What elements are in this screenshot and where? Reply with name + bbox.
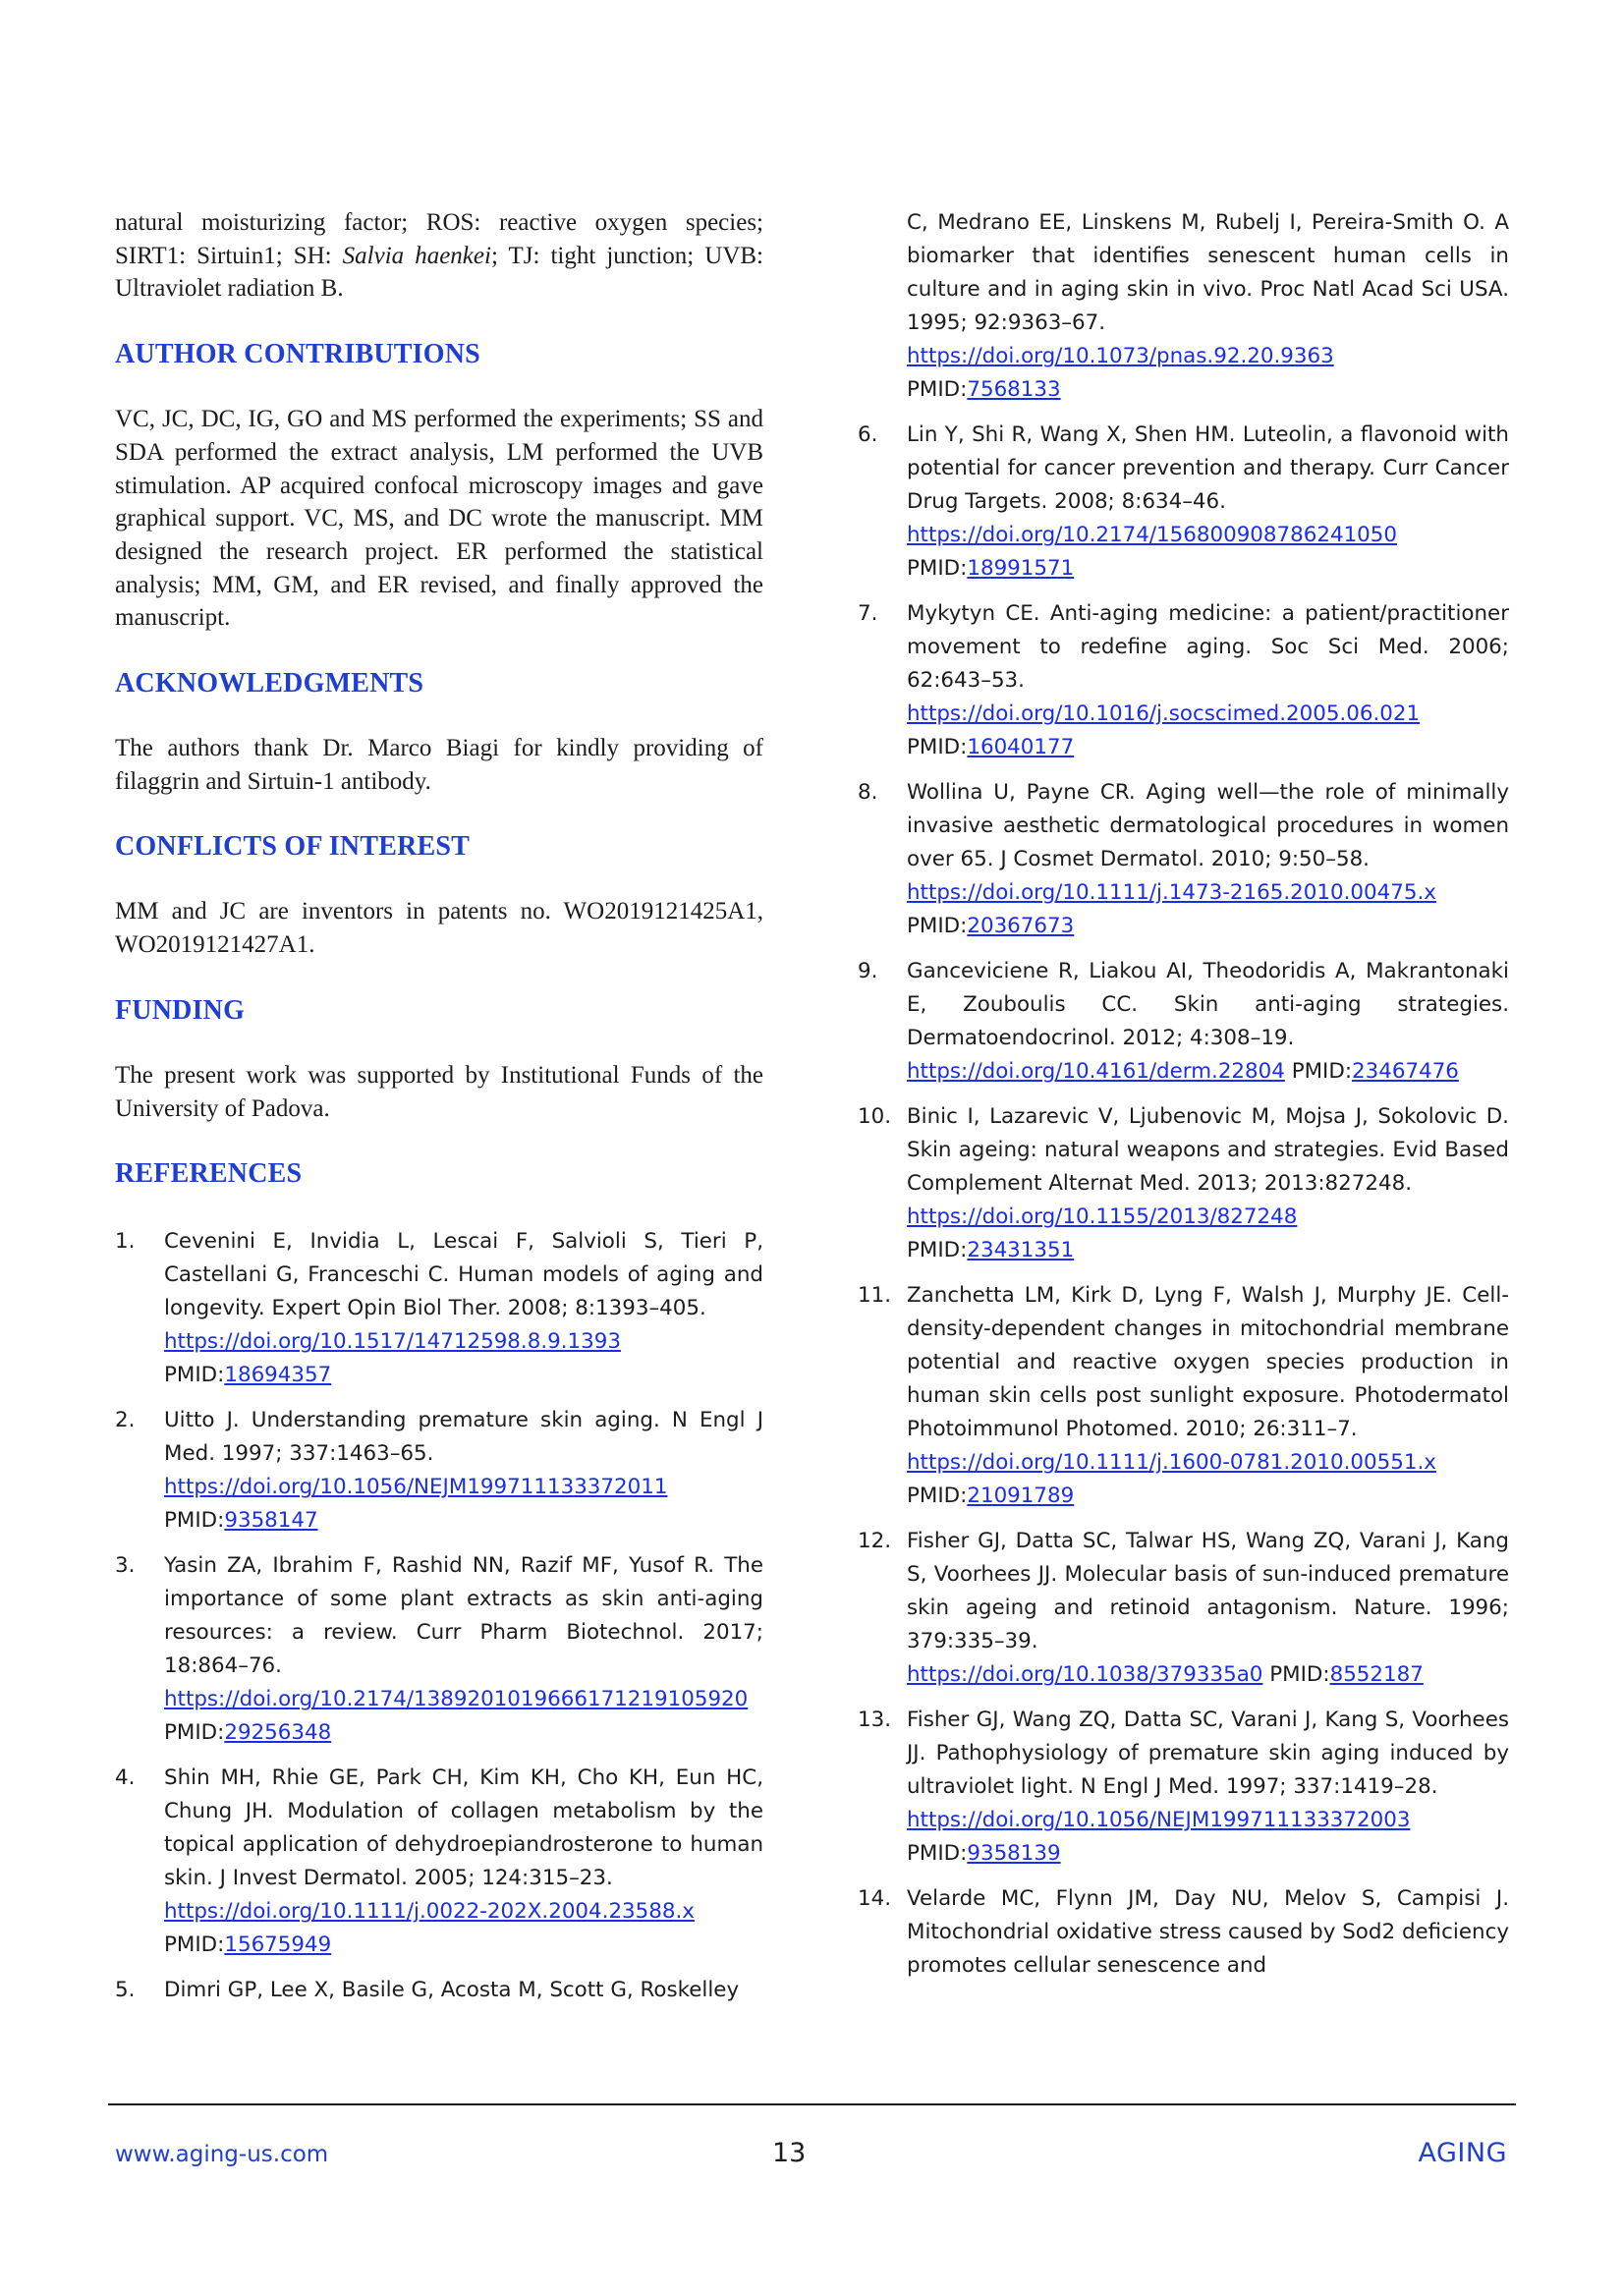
reference-number: 12. — [858, 1529, 892, 1553]
pmid-link[interactable]: 7568133 — [967, 377, 1061, 402]
conflicts-text: MM and JC are inventors in patents no. WO2019121425A1, WO2019121427A1. — [115, 898, 763, 959]
reference-9: 9. Ganceviciene R, Liakou AI, Theodoridis A, Makrantonaki E, Zouboulis CC. Skin anti-aging strategies. Dermatoendocrinol. 2012; 4:308–19. https://doi.org/10.4161/derm.22804 PMID:23467476 — [858, 955, 1509, 1089]
doi-link[interactable]: https://doi.org/10.1056/NEJM199711133372003 — [907, 1808, 1411, 1832]
reference-list-right — [858, 206, 1509, 1983]
doi-link[interactable]: https://doi.org/10.1155/2013/827248 — [907, 1204, 1298, 1229]
reference-citation: Ganceviciene R, Liakou AI, Theodoridis A, Makrantonaki E, Zouboulis CC. Skin anti-aging strategies. Dermatoendocrinol. 2012; 4:308–19. — [907, 959, 1509, 1050]
doi-link[interactable]: https://doi.org/10.1056/NEJM199711133372011 — [164, 1475, 668, 1500]
pmid-link[interactable]: 9358147 — [224, 1508, 318, 1534]
acknowledgments-text: The authors thank Dr. Marco Biagi for kindly providing of filaggrin and Sirtuin-1 antibody. — [115, 735, 763, 795]
reference-number: 7. — [858, 601, 878, 626]
reference-number: 13. — [858, 1708, 892, 1732]
author-contributions-text: VC, JC, DC, IG, GO and MS performed the experiments; SS and SDA performed the extract analysis, LM performed the UVB stimulation. AP acquired confocal microscopy images and gave graphical support. VC, MS, and DC wrote the manuscript. MM designed the research project. ER performed the statistical analysis; MM, GM, and ER revised, and finally approved the manuscript. — [115, 406, 763, 632]
reference-citation: Binic I, Lazarevic V, Ljubenovic M, Mojsa J, Sokolovic D. Skin ageing: natural weapons and strategies. Evid Based Complement Alternat Med. 2013; 2013:827248. — [907, 1104, 1509, 1196]
pmid-link[interactable]: 20367673 — [967, 914, 1075, 938]
pmid-link[interactable]: 18991571 — [967, 556, 1075, 581]
pmid-link[interactable]: 8552187 — [1329, 1662, 1424, 1687]
reference-number: 3. — [115, 1553, 136, 1579]
footer-divider — [108, 2103, 1516, 2105]
reference-14-start — [858, 1882, 1509, 1983]
reference-5-start — [115, 1974, 763, 2007]
doi-link[interactable]: https://doi.org/10.1016/j.socscimed.2005.06.021 — [907, 701, 1421, 726]
pmid-link[interactable]: 29256348 — [224, 1720, 332, 1746]
reference-citation: Cevenini E, Invidia L, Lescai F, Salvioli S, Tieri P, Castellani G, Franceschi C. Human models of aging and longevity. Expert Opin Biol Ther. 2008; 8:1393–405. — [164, 1229, 763, 1321]
reference-6: 6. Lin Y, Shi R, Wang X, Shen HM. Luteolin, a flavonoid with potential for cancer prevention and therapy. Curr Cancer Drug Targets. 2008; 8:634–46. https://doi.org/10.2174/156800908786241050 PMID:18991571 — [858, 419, 1509, 586]
conflicts-heading: CONFLICTS OF INTEREST — [115, 831, 471, 863]
pmid-link[interactable]: 18694357 — [224, 1363, 332, 1388]
journal-name: AGING — [1418, 2138, 1507, 2168]
pmid-link[interactable]: 9358139 — [967, 1841, 1061, 1866]
left-column — [115, 206, 763, 2019]
doi-link[interactable]: https://doi.org/10.1517/14712598.8.9.1393 — [164, 1329, 621, 1355]
funding-heading: FUNDING — [115, 994, 246, 1026]
reference-8: 8. Wollina U, Payne CR. Aging well—the role of minimally invasive aesthetic dermatological procedures in women over 65. J Cosmet Dermatol. 2010; 9:50–58. https://doi.org/10.1111/j.1473-2165.2010.00475.x PMID:20367673 — [858, 776, 1509, 943]
reference-number: 4. — [115, 1765, 136, 1791]
reference-number: 1. — [115, 1229, 136, 1255]
reference-list-left — [115, 1225, 763, 2007]
reference-citation: Lin Y, Shi R, Wang X, Shen HM. Luteolin, a flavonoid with potential for cancer prevention and therapy. Curr Cancer Drug Targets. 2008; 8:634–46. — [907, 422, 1509, 514]
doi-link[interactable]: https://doi.org/10.4161/derm.22804 — [907, 1059, 1285, 1084]
reference-citation: Fisher GJ, Datta SC, Talwar HS, Wang ZQ, Varani J, Kang S, Voorhees JJ. Molecular basis of sun-induced premature skin ageing and retinoid antagonism. Nature. 1996; 379:335–39. — [907, 1529, 1509, 1653]
species-name-italic: Salvia haenkei — [342, 242, 491, 269]
reference-citation: Zanchetta LM, Kirk D, Lyng F, Walsh J, Murphy JE. Cell-density-dependent changes in mitochondrial membrane potential and reactive oxygen species production in human skin cells post sunlight exposure. Photodermatol Photoimmunol Photomed. 2010; 26:311–7. — [907, 1283, 1509, 1441]
footer-website-link[interactable]: www.aging-us.com — [115, 2142, 329, 2167]
pmid-link[interactable]: 15675949 — [224, 1932, 332, 1958]
acknowledgments-heading: ACKNOWLEDGMENTS — [115, 668, 424, 700]
reference-citation: Fisher GJ, Wang ZQ, Datta SC, Varani J, Kang S, Voorhees JJ. Pathophysiology of premature skin aging induced by ultraviolet light. N Engl J Med. 1997; 337:1419–28. — [907, 1708, 1509, 1799]
reference-10: 10. Binic I, Lazarevic V, Ljubenovic M, Mojsa J, Sokolovic D. Skin ageing: natural weapons and strategies. Evid Based Complement Alternat Med. 2013; 2013:827248. https://doi.org/10.1155/2013/827248 PMID:23431351 — [858, 1100, 1509, 1267]
reference-number: 5. — [115, 1978, 136, 2003]
reference-11: 11. Zanchetta LM, Kirk D, Lyng F, Walsh J, Murphy JE. Cell-density-dependent changes in mitochondrial membrane potential and reactive oxygen species production in human skin cells post sunlight exposure. Photodermatol Photoimmunol Photomed. 2010; 26:311–7. https://doi.org/10.1111/j.1600-0781.2010.00551.x PMID:21091789 — [858, 1279, 1509, 1513]
reference-number: 11. — [858, 1283, 892, 1308]
reference-13: 13. Fisher GJ, Wang ZQ, Datta SC, Varani J, Kang S, Voorhees JJ. Pathophysiology of premature skin aging induced by ultraviolet light. N Engl J Med. 1997; 337:1419–28. https://doi.org/10.1056/NEJM199711133372003 PMID:9358139 — [858, 1704, 1509, 1871]
reference-citation: Yasin ZA, Ibrahim F, Rashid NN, Razif MF, Yusof R. The importance of some plant extracts as skin anti-aging resources: a review. Curr Pharm Biotechnol. 2017; 18:864–76. — [164, 1553, 763, 1679]
reference-citation: Velarde MC, Flynn JM, Day NU, Melov S, Campisi J. Mitochondrial oxidative stress caused by Sod2 deficiency promotes cellular senescence and — [907, 1886, 1509, 1978]
reference-1: 1. Cevenini E, Invidia L, Lescai F, Salvioli S, Tieri P, Castellani G, Franceschi C. Human models of aging and longevity. Expert Opin Biol Ther. 2008; 8:1393–405. https://doi.org/10.1517/14712598.8.9.1393 PMID:18694357 — [115, 1225, 763, 1392]
pmid-link[interactable]: 16040177 — [967, 735, 1075, 759]
pmid-link[interactable]: 23431351 — [967, 1238, 1075, 1262]
author-contributions-heading: AUTHOR CONTRIBUTIONS — [115, 339, 480, 370]
reference-citation: C, Medrano EE, Linskens M, Rubelj I, Pereira-Smith O. A biomarker that identifies senescent human cells in culture and in aging skin in vivo. Proc Natl Acad Sci USA. 1995; 92:9363–67. — [907, 210, 1509, 335]
pmid-link[interactable]: 23467476 — [1352, 1059, 1459, 1084]
pmid-link[interactable]: 21091789 — [967, 1484, 1075, 1508]
reference-number: 9. — [858, 959, 878, 983]
page-number: 13 — [772, 2138, 807, 2168]
reference-number: 8. — [858, 780, 878, 805]
doi-link[interactable]: https://doi.org/10.1073/pnas.92.20.9363 — [907, 344, 1334, 368]
right-column — [858, 206, 1509, 1994]
reference-citation: Shin MH, Rhie GE, Park CH, Kim KH, Cho KH, Eun HC, Chung JH. Modulation of collagen metabolism by the topical application of dehydroepiandrosterone to human skin. J Invest Dermatol. 2005; 124:315–23. — [164, 1765, 763, 1891]
abbreviations-tail: natural moisturizing factor; ROS: reactive oxygen species; SIRT1: Sirtuin1; SH: Salvia haenkei; TJ: tight junction; UVB: Ultraviolet radiation B. — [115, 209, 763, 303]
reference-citation: Wollina U, Payne CR. Aging well—the role of minimally invasive aesthetic dermatological procedures in women over 65. J Cosmet Dermatol. 2010; 9:50–58. — [907, 780, 1509, 871]
references-heading: REFERENCES — [115, 1158, 303, 1190]
doi-link[interactable]: https://doi.org/10.1038/379335a0 — [907, 1662, 1263, 1687]
reference-citation: Mykytyn CE. Anti-aging medicine: a patient/practitioner movement to redefine aging. Soc Sci Med. 2006; 62:643–53. — [907, 601, 1509, 693]
reference-5-continued: C, Medrano EE, Linskens M, Rubelj I, Pereira-Smith O. A biomarker that identifies senescent human cells in culture and in aging skin in vivo. Proc Natl Acad Sci USA. 1995; 92:9363–67. https://doi.org/10.1073/pnas.92.20.9363 PMID:7568133 — [907, 210, 1509, 402]
reference-12: 12. Fisher GJ, Datta SC, Talwar HS, Wang ZQ, Varani J, Kang S, Voorhees JJ. Molecular basis of sun-induced premature skin ageing and retinoid antagonism. Nature. 1996; 379:335–39. https://doi.org/10.1038/379335a0 PMID:8552187 — [858, 1525, 1509, 1692]
reference-7: 7. Mykytyn CE. Anti-aging medicine: a patient/practitioner movement to redefine aging. Soc Sci Med. 2006; 62:643–53. https://doi.org/10.1016/j.socscimed.2005.06.021 PMID:16040177 — [858, 597, 1509, 764]
reference-3: 3. Yasin ZA, Ibrahim F, Rashid NN, Razif MF, Yusof R. The importance of some plant extracts as skin anti-aging resources: a review. Curr Pharm Biotechnol. 2017; 18:864–76. https://doi.org/10.2174/1389201019666171219105920 PMID:29256348 — [115, 1549, 763, 1750]
reference-number: 6. — [858, 422, 878, 447]
doi-link[interactable]: https://doi.org/10.1111/j.0022-202X.2004.23588.x — [164, 1899, 695, 1925]
reference-number: 10. — [858, 1104, 892, 1129]
doi-link[interactable]: https://doi.org/10.2174/156800908786241050 — [907, 523, 1398, 547]
doi-link[interactable]: https://doi.org/10.1111/j.1473-2165.2010.00475.x — [907, 880, 1436, 905]
reference-2: 2. Uitto J. Understanding premature skin aging. N Engl J Med. 1997; 337:1463–65. https://doi.org/10.1056/NEJM199711133372011 PMID:9358147 — [115, 1404, 763, 1538]
reference-number: 14. — [858, 1886, 892, 1911]
reference-citation: Dimri GP, Lee X, Basile G, Acosta M, Scott G, Roskelley — [164, 1978, 740, 2003]
doi-link[interactable]: https://doi.org/10.2174/1389201019666171219105920 — [164, 1687, 749, 1712]
doi-link[interactable]: https://doi.org/10.1111/j.1600-0781.2010.00551.x — [907, 1450, 1436, 1475]
reference-number: 2. — [115, 1408, 136, 1433]
reference-4: 4. Shin MH, Rhie GE, Park CH, Kim KH, Cho KH, Eun HC, Chung JH. Modulation of collagen metabolism by the topical application of dehydroepiandrosterone to human skin. J Invest Dermatol. 2005; 124:315–23. https://doi.org/10.1111/j.0022-202X.2004.23588.x PMID:15675949 — [115, 1762, 763, 1962]
funding-text: The present work was supported by Institutional Funds of the University of Padova. — [115, 1061, 763, 1122]
reference-citation: Uitto J. Understanding premature skin aging. N Engl J Med. 1997; 337:1463–65. — [164, 1408, 763, 1467]
